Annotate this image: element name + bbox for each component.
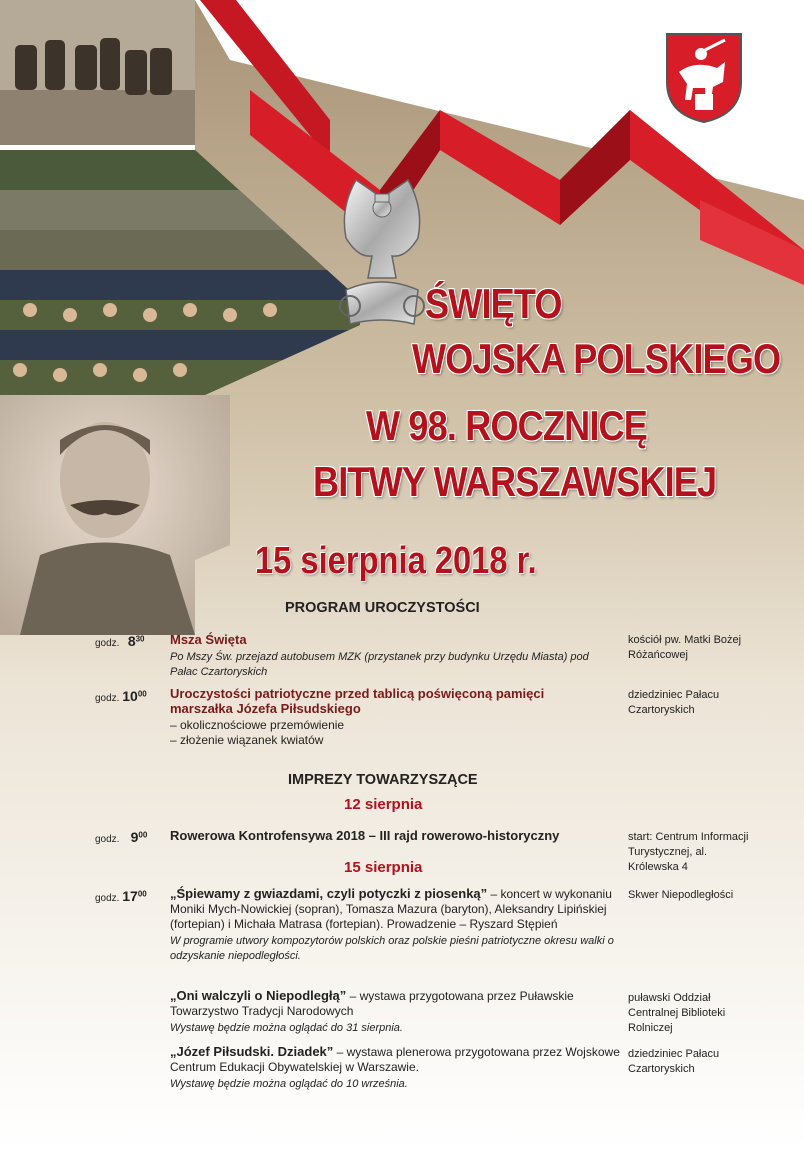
title-line-2: WOJSKA POLSKIEGO xyxy=(412,335,781,382)
title-line-3: W 98. ROCZNICĘ xyxy=(366,402,647,449)
event-location: dziedziniec Pałacu Czartoryskich xyxy=(628,1048,720,1075)
event-bike-rally xyxy=(170,828,610,843)
event-time: godz. $17^{00}$ xyxy=(95,888,147,904)
event-location: start: Centrum Informacji Turystycznej, al. Królewska 4 xyxy=(628,831,749,873)
cavalry-photo xyxy=(0,0,195,145)
event-location: kościół pw. Matki Bożej Różańcowej xyxy=(628,634,742,661)
event-title: „Oni walczyli o Niepodległą” xyxy=(170,988,347,1003)
event-desc: – koncert w wykonaniu Moniki Mych-Nowickiej (sopran), Tomasza Mazura (baryton), Aleksandry Lipińskiej (fortepian) i Michała Matrasa (fortepian). Prowadzenie – Ryszard Stępień xyxy=(170,887,612,931)
event-desc: – wystawa plenerowa przygotowana przez Wojskowe Centrum Edukacji Obywatelskiej w Warszawie. xyxy=(170,1045,620,1074)
event-exhibition-1 xyxy=(170,988,620,1036)
title-line-4: BITWY WARSZAWSKIEJ xyxy=(313,458,717,505)
event-title: „Józef Piłsudski. Dziadek” xyxy=(170,1044,334,1059)
event-title: Uroczystości patriotyczne przed tablicą poświęconą pamięci marszałka Józefa Piłsudskiego xyxy=(170,686,545,716)
event-title: Rowerowa Kontrofensywa 2018 – III rajd rowerowo-historyczny xyxy=(170,828,560,843)
title-line-1: ŚWIĘTO xyxy=(425,280,562,327)
event-note: Wystawę będzie można oglądać do 31 sierpnia. xyxy=(170,1022,403,1034)
event-concert xyxy=(170,886,620,964)
day-heading: 12 sierpnia xyxy=(344,796,423,813)
city-coat-of-arms xyxy=(665,32,743,124)
event-time: godz. $8^{30}$ xyxy=(95,633,145,649)
event-location: puławski Oddział Centralnej Biblioteki Rolniczej xyxy=(628,992,726,1034)
program-heading: PROGRAM UROCZYSTOŚCI xyxy=(285,600,480,616)
event-item: – złożenie wiązanek kwiatów xyxy=(170,733,324,747)
event-title: Msza Święta xyxy=(170,632,247,647)
event-location: dziedziniec Pałacu Czartoryskich xyxy=(628,689,720,716)
side-events-heading: IMPREZY TOWARZYSZĄCE xyxy=(288,772,478,788)
event-item: – okolicznościowe przemówienie xyxy=(170,718,345,732)
white-eagle-emblem xyxy=(328,178,436,328)
event-exhibition-2 xyxy=(170,1044,620,1092)
event-location: Skwer Niepodległości xyxy=(628,889,734,901)
event-desc: – wystawa przygotowana przez Puławskie Towarzystwo Tradycji Narodowych xyxy=(170,989,574,1018)
event-mass xyxy=(170,632,610,680)
event-date: 15 sierpnia 2018 r. xyxy=(255,540,537,582)
event-title: „Śpiewamy z gwiazdami, czyli potyczki z piosenką” xyxy=(170,886,488,901)
event-note: Wystawę będzie można oglądać do 10 września. xyxy=(170,1078,408,1090)
event-note: W programie utwory kompozytorów polskich oraz polskie pieśni patriotyczne okresu walki o odzyskanie niepodległości. xyxy=(170,935,614,962)
event-note: Po Mszy Św. przejazd autobusem MZK (przystanek przy budynku Urzędu Miasta) pod Pałac Czartoryskich xyxy=(170,651,589,678)
event-ceremony xyxy=(170,686,610,748)
day-heading: 15 sierpnia xyxy=(344,859,423,876)
event-time: godz. $10^{00}$ xyxy=(95,688,147,704)
event-time: godz. $9^{00}$ xyxy=(95,829,148,845)
